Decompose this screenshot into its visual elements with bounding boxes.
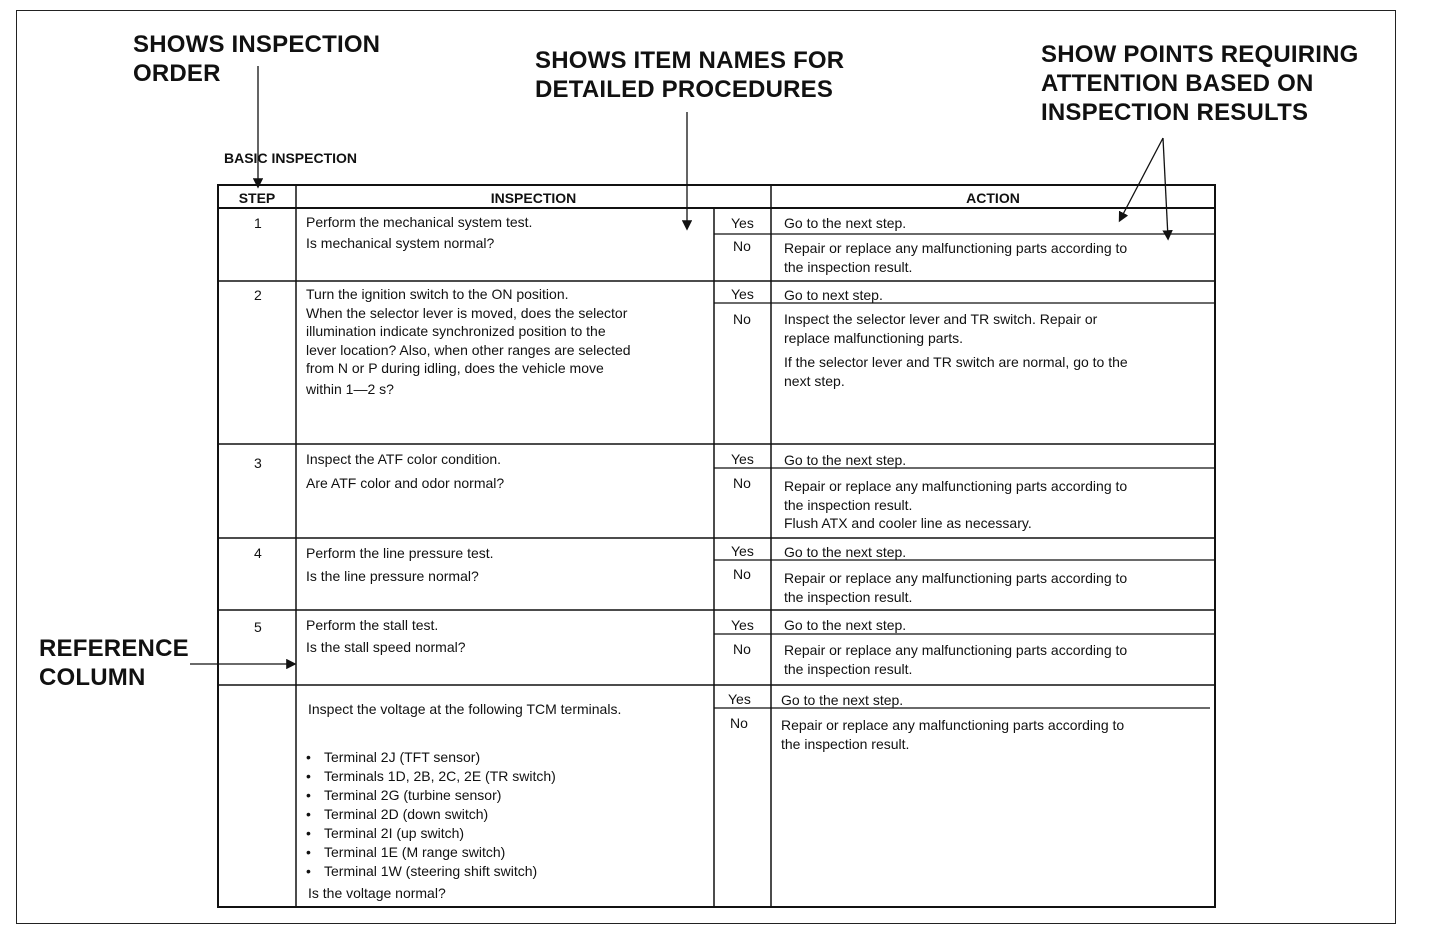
step-number: 1 xyxy=(254,215,262,231)
inspection-intro: Inspect the voltage at the following TCM terminals. xyxy=(308,701,622,717)
list-item: • Terminal 2D (down switch) xyxy=(306,805,556,824)
callout-reference-column: REFERENCE COLUMN xyxy=(39,635,189,691)
no-label: No xyxy=(733,566,751,582)
callout-item-names: SHOWS ITEM NAMES FOR DETAILED PROCEDURES xyxy=(535,47,845,103)
yes-label: Yes xyxy=(728,691,751,707)
step-number: 3 xyxy=(254,455,262,471)
inspection-text: Perform the line pressure test. Is the line pressure normal? xyxy=(306,545,494,584)
header-inspection: INSPECTION xyxy=(490,190,577,206)
yes-label: Yes xyxy=(731,617,754,633)
step-number: 5 xyxy=(254,619,262,635)
inspection-text: Perform the stall test. Is the stall speed normal? xyxy=(306,617,466,655)
list-item: • Terminal 1W (steering shift switch) xyxy=(306,862,556,881)
no-action: Repair or replace any malfunctioning parts according to the inspection result. Flush ATX and cooler line as necessary. xyxy=(784,478,1128,531)
yes-label: Yes xyxy=(731,215,754,231)
header-step: STEP xyxy=(238,190,276,206)
step-number: 2 xyxy=(254,287,262,303)
yes-action: Go to the next step. xyxy=(784,215,907,231)
no-label: No xyxy=(730,715,748,731)
no-label: No xyxy=(733,238,751,254)
yes-action: Go to the next step. xyxy=(784,452,907,468)
step-number: 4 xyxy=(254,545,262,561)
no-label: No xyxy=(733,475,751,491)
yes-action: Go to the next step. xyxy=(781,692,904,708)
yes-label: Yes xyxy=(731,286,754,302)
no-action: Repair or replace any malfunctioning parts according to the inspection result. xyxy=(781,717,1125,752)
no-label: No xyxy=(733,311,751,327)
no-action: Repair or replace any malfunctioning parts according to the inspection result. xyxy=(784,570,1128,605)
no-action: Repair or replace any malfunctioning parts according to the inspection result. xyxy=(784,240,1128,275)
yes-action: Go to the next step. xyxy=(784,617,907,633)
list-item: • Terminal 1E (M range switch) xyxy=(306,843,556,862)
list-item: • Terminal 2J (TFT sensor) xyxy=(306,748,556,767)
section-title: BASIC INSPECTION xyxy=(224,150,358,166)
yes-label: Yes xyxy=(731,451,754,467)
list-item: • Terminal 2G (turbine sensor) xyxy=(306,786,556,805)
callout-attention-points: SHOW POINTS REQUIRING ATTENTION BASED ON INSPECTION RESULTS xyxy=(1041,41,1359,126)
no-action: Inspect the selector lever and TR switch. Repair or replace malfunctioning parts. If the selector lever and TR switch are normal, go to the next step. xyxy=(784,311,1128,389)
yes-label: Yes xyxy=(731,543,754,559)
yes-action: Go to next step. xyxy=(784,287,883,303)
header-action: ACTION xyxy=(966,190,1020,206)
list-item: • Terminals 1D, 2B, 2C, 2E (TR switch) xyxy=(306,767,556,786)
yes-action: Go to the next step. xyxy=(784,544,907,560)
inspection-text: Turn the ignition switch to the ON position. When the selector lever is moved, does the selector illumination indicate synchronized position to the lever location? Also, when other ranges are selected from N or P during idling, does the vehicle move within 1—2 s? xyxy=(306,286,631,397)
inspection-question: Is the voltage normal? xyxy=(308,885,446,901)
terminal-list xyxy=(306,748,556,881)
no-action: Repair or replace any malfunctioning parts according to the inspection result. xyxy=(784,642,1128,677)
callout-inspection-order: SHOWS INSPECTION ORDER xyxy=(133,31,381,87)
no-label: No xyxy=(733,641,751,657)
inspection-text: Inspect the ATF color condition. Are ATF color and odor normal? xyxy=(306,451,505,491)
inspection-text: Perform the mechanical system test. Is mechanical system normal? xyxy=(306,214,533,251)
list-item: • Terminal 2I (up switch) xyxy=(306,824,556,843)
